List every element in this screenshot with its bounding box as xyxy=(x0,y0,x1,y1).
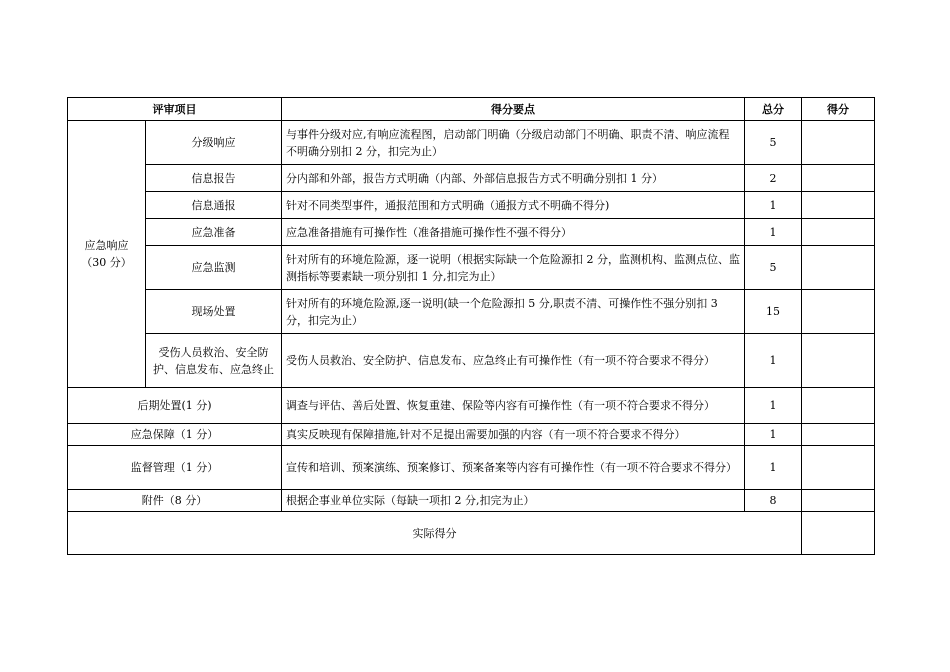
item-desc: 针对所有的环境危险源，逐一说明（根据实际缺一个危险源扣 2 分，监测机构、监测点位、监测指标等要素缺一项分别扣 1 分,扣完为止） xyxy=(282,246,745,290)
score-cell[interactable] xyxy=(802,334,875,388)
item-total: 1 xyxy=(745,388,802,424)
table-row xyxy=(68,424,875,446)
item-name: 应急准备 xyxy=(146,219,282,246)
group-cell xyxy=(68,121,146,388)
item-desc: 分内部和外部，报告方式明确（内部、外部信息报告方式不明确分别扣 1 分） xyxy=(282,165,745,192)
score-cell[interactable] xyxy=(802,424,875,446)
item-total: 1 xyxy=(745,192,802,219)
item-name: 信息通报 xyxy=(146,192,282,219)
item-desc: 针对所有的环境危险源,逐一说明(缺一个危险源扣 5 分,职责不清、可操作性不强分别扣 3 分，扣完为止） xyxy=(282,290,745,334)
score-cell[interactable] xyxy=(802,246,875,290)
item-total: 2 xyxy=(745,165,802,192)
item-total: 1 xyxy=(745,446,802,490)
item-name: 分级响应 xyxy=(146,121,282,165)
table-row xyxy=(68,165,875,192)
header-item: 评审项目 xyxy=(68,98,282,121)
table-row xyxy=(68,290,875,334)
header-points: 得分要点 xyxy=(282,98,745,121)
item-name: 应急保障（1 分） xyxy=(68,424,282,446)
item-desc: 针对不同类型事件，通报范围和方式明确（通报方式不明确不得分) xyxy=(282,192,745,219)
header-row xyxy=(68,98,875,121)
table-row xyxy=(68,388,875,424)
table-row xyxy=(68,446,875,490)
score-cell[interactable] xyxy=(802,446,875,490)
score-cell[interactable] xyxy=(802,490,875,512)
header-score: 得分 xyxy=(802,98,875,121)
group-sub: （30 分） xyxy=(81,256,132,269)
item-total: 5 xyxy=(745,246,802,290)
score-cell[interactable] xyxy=(802,388,875,424)
item-total: 1 xyxy=(745,424,802,446)
score-cell[interactable] xyxy=(802,165,875,192)
item-total: 1 xyxy=(745,219,802,246)
item-name: 监督管理（1 分） xyxy=(68,446,282,490)
table-row xyxy=(68,334,875,388)
actual-score-cell[interactable] xyxy=(802,512,875,555)
score-cell[interactable] xyxy=(802,219,875,246)
item-desc: 调查与评估、善后处置、恢复重建、保险等内容有可操作性（有一项不符合要求不得分） xyxy=(282,388,745,424)
item-desc: 与事件分级对应,有响应流程图，启动部门明确（分级启动部门不明确、职责不清、响应流程不明确分别扣 2 分，扣完为止） xyxy=(282,121,745,165)
table-row xyxy=(68,490,875,512)
item-total: 15 xyxy=(745,290,802,334)
total-row xyxy=(68,512,875,555)
group-label: 应急响应 xyxy=(84,239,129,252)
item-desc: 受伤人员救治、安全防护、信息发布、应急终止有可操作性（有一项不符合要求不得分） xyxy=(282,334,745,388)
item-name: 现场处置 xyxy=(146,290,282,334)
header-total: 总分 xyxy=(745,98,802,121)
table-row xyxy=(68,121,875,165)
item-name: 后期处置(1 分) xyxy=(68,388,282,424)
score-cell[interactable] xyxy=(802,290,875,334)
score-cell[interactable] xyxy=(802,192,875,219)
table-row xyxy=(68,219,875,246)
table-row xyxy=(68,192,875,219)
item-desc: 应急准备措施有可操作性（准备措施可操作性不强不得分） xyxy=(282,219,745,246)
score-cell[interactable] xyxy=(802,121,875,165)
item-name: 受伤人员救治、安全防护、信息发布、应急终止 xyxy=(146,334,282,388)
scoring-table xyxy=(67,97,875,555)
table-row xyxy=(68,246,875,290)
actual-score-label: 实际得分 xyxy=(68,512,802,555)
item-total: 8 xyxy=(745,490,802,512)
item-total: 1 xyxy=(745,334,802,388)
item-name: 附件（8 分） xyxy=(68,490,282,512)
item-name: 应急监测 xyxy=(146,246,282,290)
item-name: 信息报告 xyxy=(146,165,282,192)
item-desc: 宣传和培训、预案演练、预案修订、预案备案等内容有可操作性（有一项不符合要求不得分） xyxy=(282,446,745,490)
item-total: 5 xyxy=(745,121,802,165)
item-desc: 根据企事业单位实际（每缺一项扣 2 分,扣完为止） xyxy=(282,490,745,512)
item-desc: 真实反映现有保障措施,针对不足提出需要加强的内容（有一项不符合要求不得分） xyxy=(282,424,745,446)
